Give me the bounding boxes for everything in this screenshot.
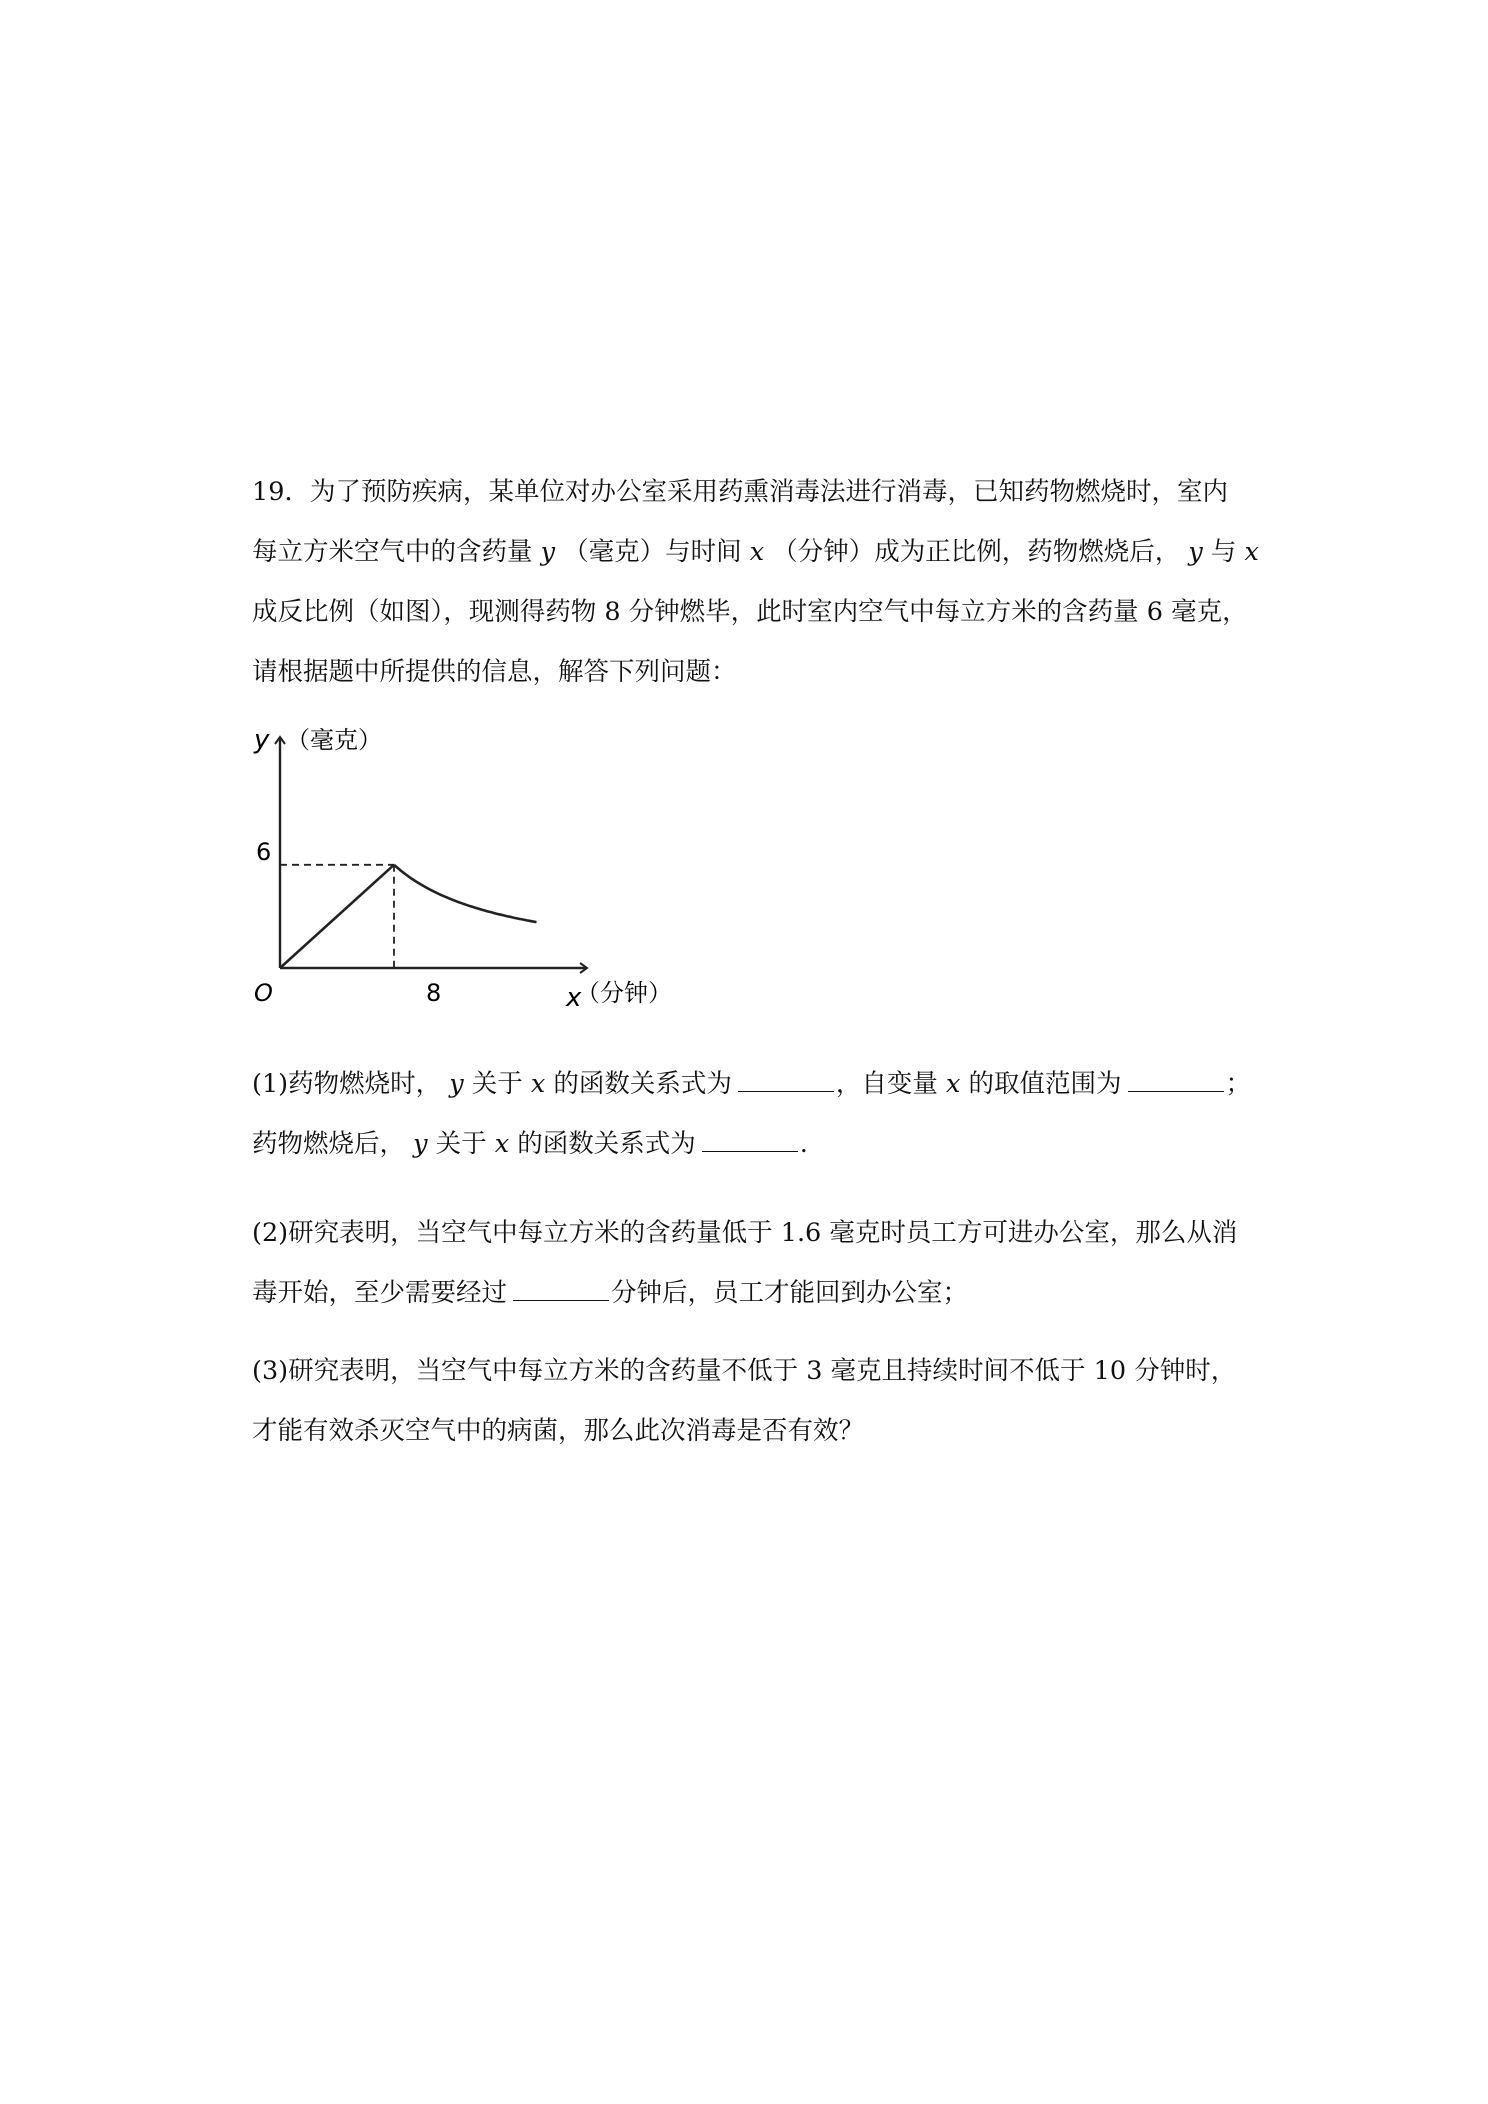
text-segment: ； — [1225, 1069, 1252, 1099]
text-segment: 毒开始，至少需要经过 — [252, 1278, 508, 1308]
sub3-line — [252, 1401, 1252, 1461]
sub1-line — [252, 1054, 1252, 1114]
text-segment: . — [799, 1129, 808, 1159]
answer-blank[interactable] — [1128, 1064, 1224, 1092]
text-segment: 的函数关系式为 — [517, 1129, 696, 1159]
text-segment: 关于 — [435, 1129, 487, 1159]
sub2-line — [252, 1263, 1252, 1323]
variable-x: x — [937, 1069, 969, 1099]
question-stem — [252, 462, 1259, 702]
text-segment: 请根据题中所提供的信息，解答下列问题： — [252, 657, 737, 687]
text-segment: 与 — [1210, 537, 1237, 567]
y-unit-label: （毫克） — [286, 726, 382, 754]
text-segment: 分钟后，员工才能回到办公室； — [611, 1278, 969, 1308]
text-segment: （分钟）成为正比例，药物燃烧后， — [772, 537, 1181, 567]
answer-blank[interactable] — [738, 1064, 834, 1092]
origin-label: O — [254, 979, 273, 1007]
variable-y: y — [532, 537, 564, 567]
text-segment: ，自变量 — [835, 1069, 938, 1099]
stem-line — [252, 462, 1252, 522]
y-tick-6: 6 — [256, 838, 272, 866]
x-tick-8: 8 — [426, 979, 442, 1007]
text-segment: (3)研究表明，当空气中每立方米的含药量不低于 3 毫克且持续时间不低于 10 分钟时， — [252, 1356, 1237, 1386]
answer-blank[interactable] — [702, 1124, 798, 1152]
sub-question-3 — [252, 1341, 1252, 1461]
answer-blank[interactable] — [513, 1273, 609, 1301]
variable-y: y — [405, 1129, 436, 1159]
variable-x: x — [522, 1069, 554, 1099]
stem-line — [252, 642, 1252, 702]
question-number: 19． — [252, 477, 310, 507]
sub2-line — [252, 1203, 1252, 1263]
sub-question-2 — [252, 1203, 1252, 1323]
text-segment: 关于 — [471, 1069, 523, 1099]
x-axis-label: x — [566, 983, 582, 1013]
proportional-segment — [280, 865, 394, 968]
y-axis-label: y — [254, 725, 270, 755]
variable-y: y — [1180, 537, 1211, 567]
sub3-line — [252, 1341, 1252, 1401]
text-segment: （毫克）与时间 — [563, 537, 742, 567]
text-segment: (1)药物燃烧时， — [252, 1069, 442, 1099]
text-segment: 的取值范围为 — [968, 1069, 1122, 1099]
stem-line — [252, 522, 1259, 582]
inverse-curve — [394, 865, 537, 922]
variable-x: x — [486, 1129, 518, 1159]
dosage-graph — [236, 716, 696, 1016]
text-segment: 才能有效杀灭空气中的病菌，那么此次消毒是否有效？ — [252, 1416, 865, 1446]
text-segment: (2)研究表明，当空气中每立方米的含药量低于 1.6 毫克时员工方可进办公室，那么从消 — [252, 1218, 1238, 1248]
text-segment: 药物燃烧后， — [252, 1129, 406, 1159]
variable-y: y — [441, 1069, 472, 1099]
sub1-line — [252, 1114, 1252, 1174]
text-segment: 的函数关系式为 — [553, 1069, 732, 1099]
variable-x: x — [741, 537, 773, 567]
variable-x: x — [1236, 537, 1259, 567]
x-unit-label: （分钟） — [576, 979, 672, 1007]
text-segment: 成反比例（如图），现测得药物 8 分钟燃毕，此时室内空气中每立方米的含药量 6 毫克， — [252, 597, 1248, 627]
stem-line — [252, 582, 1252, 642]
text-segment: 为了预防疾病，某单位对办公室采用药熏消毒法进行消毒，已知药物燃烧时，室内 — [309, 477, 1228, 507]
sub-question-1 — [252, 1054, 1252, 1174]
text-segment: 每立方米空气中的含药量 — [252, 537, 533, 567]
